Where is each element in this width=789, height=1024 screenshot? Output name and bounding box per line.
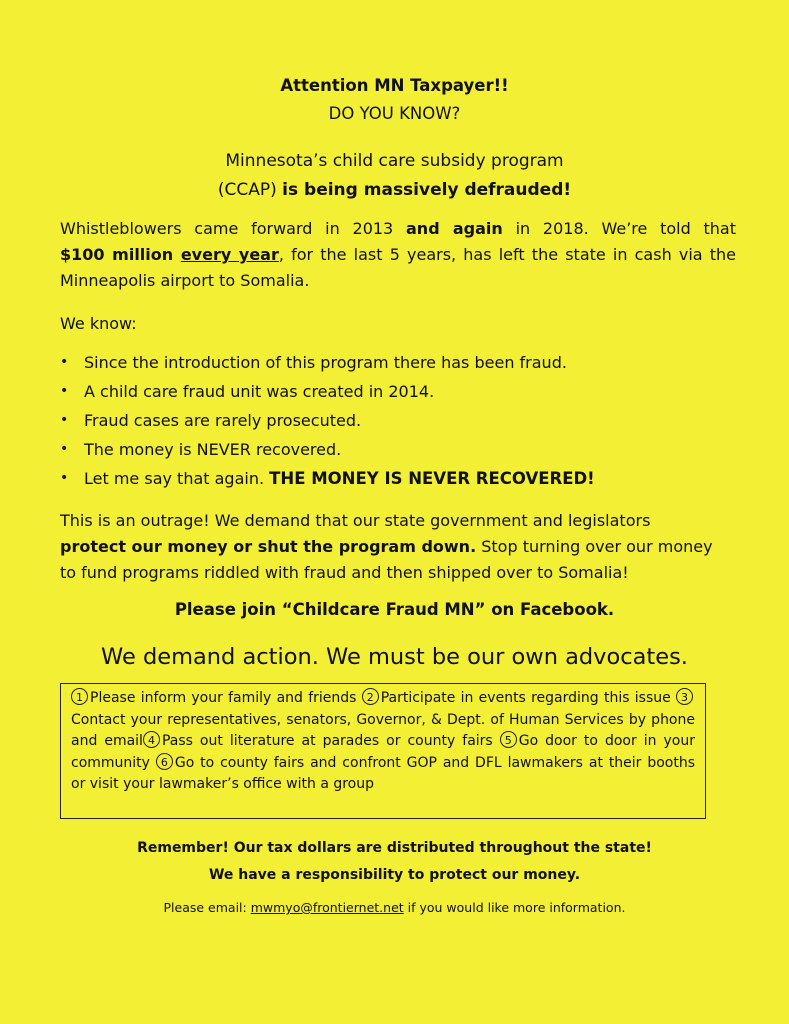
list-item: • A child care fraud unit was created in 2014. (60, 377, 740, 406)
we-know-heading: We know: (60, 314, 137, 333)
action-item: 6 Go to county fairs and confront GOP and DFL lawmakers at their booths or visit your lawmaker’s office with a group (71, 754, 695, 792)
remember-block (0, 835, 789, 889)
flyer-title: Attention MN Taxpayer!! (280, 76, 509, 95)
list-item: • The money is NEVER recovered. (60, 435, 740, 464)
list-item: • Since the introduction of this program there has been fraud. (60, 348, 740, 377)
demand-heading: We demand action. We must be our own advocates. (101, 644, 688, 670)
action-item: 5 Go door to door in your community (71, 733, 695, 771)
headline-line-1: Minnesota’s child care subsidy program (225, 151, 564, 171)
whistleblower-paragraph: Whistleblowers came forward in 2013 and again in 2018. We’re told that $100 million every year, for the last 5 years, has left the state in cash via the Minneapolis airport to Somalia. (60, 219, 737, 290)
circled-number-4: 4 (143, 731, 160, 748)
flyer-question: DO YOU KNOW? (328, 104, 461, 123)
outrage-paragraph: This is an outrage! We demand that our state government and legislators protect our money or shut the program down. Stop turning over our money to fund programs riddled with fraud and then shipped over to Somalia! (60, 511, 713, 582)
action-item: 3Contact your representatives, senators, Governor, & Dept. of Human Services by phone and email (71, 690, 695, 749)
action-item: 2 Participate in events regarding this issue (362, 690, 676, 706)
circled-number-3: 3 (676, 688, 693, 705)
contact-line: Please email: mwmyo@frontiernet.net if you would like more information. (163, 900, 626, 915)
circled-number-5: 5 (500, 731, 517, 748)
remember-line-1: Remember! Our tax dollars are distributed throughout the state! (137, 840, 652, 856)
email-link[interactable]: mwmyo@frontiernet.net (250, 900, 404, 915)
list-item: • Fraud cases are rarely prosecuted. (60, 406, 740, 435)
circled-number-2: 2 (362, 688, 379, 705)
circled-number-6: 6 (156, 753, 173, 770)
remember-line-2: We have a responsibility to protect our money. (208, 867, 581, 883)
flyer-headline (0, 147, 789, 205)
action-item: 1 Please inform your family and friends (71, 690, 362, 706)
list-item: • Let me say that again. THE MONEY IS NEVER RECOVERED! (60, 464, 740, 493)
headline-line-2: (CCAP) is being massively defrauded! (217, 180, 572, 200)
facebook-callout: Please join “Childcare Fraud MN” on Facebook. (174, 600, 615, 619)
we-know-list (60, 348, 740, 493)
circled-number-1: 1 (71, 688, 88, 705)
action-item: 4 Pass out literature at parades or county fairs (143, 733, 500, 749)
action-box (60, 683, 706, 819)
